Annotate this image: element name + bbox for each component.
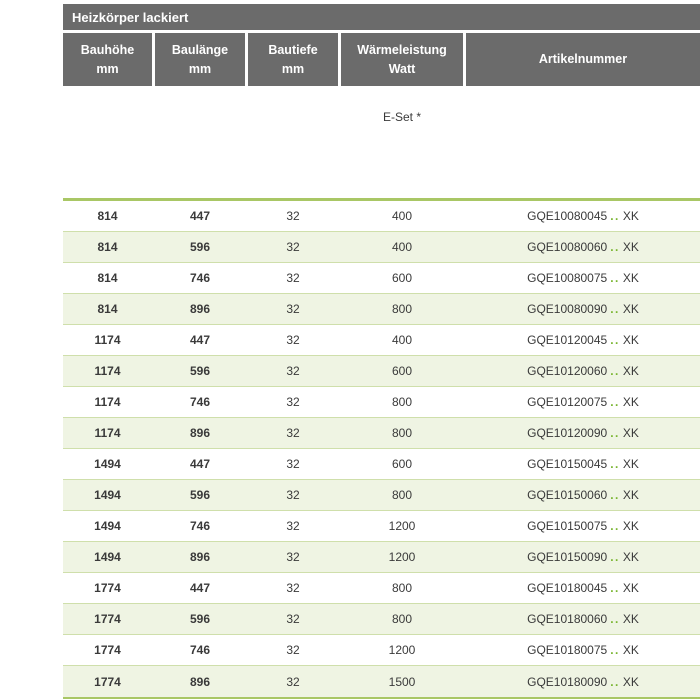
cell-baulaenge: 596 [189, 488, 211, 502]
cell-artikelnummer [466, 302, 700, 316]
artikel-dots: .. [610, 519, 620, 533]
cell-baulaenge: 447 [189, 581, 211, 595]
header-line-1: Bauhöhe [80, 42, 135, 57]
cell-watt: 1500 [388, 674, 416, 689]
artikel-suffix: XK [622, 333, 639, 347]
cell-artikelnummer [466, 333, 700, 347]
cell-bautiefe: 32 [286, 643, 300, 657]
subheader-spacer [155, 86, 245, 198]
artikel-prefix: GQE10180060 [527, 612, 608, 626]
cell-bauhoehe: 814 [97, 209, 118, 223]
cell-bauhoehe: 1174 [94, 426, 121, 440]
artikel-prefix: GQE10120075 [527, 395, 608, 409]
artikel-prefix: GQE10180090 [527, 674, 608, 689]
artikel-suffix: XK [622, 488, 639, 502]
cell-artikelnummer [466, 581, 700, 595]
table-row [63, 573, 700, 604]
artikel-dots: .. [610, 550, 620, 564]
cell-baulaenge: 896 [189, 674, 211, 689]
cell-baulaenge: 596 [189, 364, 211, 378]
subheader-spacer [63, 86, 152, 198]
cell-bautiefe: 32 [286, 550, 300, 564]
cell-bautiefe: 32 [286, 364, 300, 378]
cell-bauhoehe: 1494 [94, 550, 121, 564]
artikel-prefix: GQE10150060 [527, 488, 608, 502]
cell-bautiefe: 32 [286, 426, 300, 440]
cell-bauhoehe: 1774 [94, 674, 121, 689]
cell-bauhoehe: 1774 [94, 581, 121, 595]
header-line-1: Baulänge [171, 42, 229, 57]
table-row [63, 449, 700, 480]
cell-bauhoehe: 1494 [94, 519, 121, 533]
artikel-prefix: GQE10120060 [527, 364, 608, 378]
cell-bautiefe: 32 [286, 488, 300, 502]
artikel-suffix: XK [622, 364, 639, 378]
cell-bautiefe: 32 [286, 395, 300, 409]
cell-watt: 1200 [388, 519, 416, 533]
cell-artikelnummer [466, 240, 700, 254]
artikel-prefix: GQE10150045 [527, 457, 608, 471]
cell-baulaenge: 447 [189, 457, 211, 471]
header-line-2: mm [96, 61, 119, 76]
table-body [63, 201, 700, 697]
radiator-spec-table [63, 4, 700, 699]
table-row [63, 542, 700, 573]
cell-bauhoehe: 814 [97, 271, 118, 285]
header-line-2: mm [281, 61, 305, 76]
artikel-suffix: XK [622, 457, 639, 471]
artikel-dots: .. [610, 302, 620, 316]
artikel-prefix: GQE10080090 [527, 302, 608, 316]
bottom-divider [63, 697, 700, 699]
cell-artikelnummer [466, 364, 700, 378]
artikel-suffix: XK [622, 581, 639, 595]
subheader-spacer [248, 86, 338, 198]
cell-baulaenge: 596 [189, 612, 211, 626]
cell-artikelnummer [466, 395, 700, 409]
artikel-suffix: XK [622, 519, 639, 533]
artikel-prefix: GQE10150090 [527, 550, 608, 564]
cell-bautiefe: 32 [286, 209, 300, 223]
cell-artikelnummer [466, 675, 700, 689]
table-title: Heizkörper lackiert [72, 9, 189, 25]
subheader-spacer [466, 86, 700, 198]
cell-bautiefe: 32 [286, 519, 300, 533]
cell-watt: 800 [391, 426, 413, 440]
table-row [63, 418, 700, 449]
artikel-prefix: GQE10120090 [527, 426, 608, 440]
table-row [63, 604, 700, 635]
artikel-dots: .. [610, 488, 620, 502]
cell-artikelnummer [466, 643, 700, 657]
cell-bauhoehe: 1494 [94, 488, 121, 502]
cell-bauhoehe: 1774 [94, 612, 121, 626]
table-row [63, 263, 700, 294]
artikel-suffix: XK [622, 240, 639, 254]
cell-bautiefe: 32 [286, 240, 300, 254]
artikel-dots: .. [610, 457, 620, 471]
cell-baulaenge: 746 [189, 271, 211, 285]
artikel-dots: .. [610, 333, 620, 347]
artikel-suffix: XK [622, 271, 639, 285]
cell-watt: 800 [391, 488, 413, 502]
cell-artikelnummer [466, 271, 700, 285]
artikel-dots: .. [610, 426, 620, 440]
header-line-2: Watt [388, 61, 416, 76]
cell-artikelnummer [466, 457, 700, 471]
cell-artikelnummer [466, 488, 700, 502]
cell-baulaenge: 896 [189, 426, 211, 440]
cell-bauhoehe: 1174 [94, 395, 121, 409]
table-row [63, 387, 700, 418]
header-bautiefe [248, 33, 338, 86]
artikel-prefix: GQE10080045 [527, 209, 608, 223]
artikel-prefix: GQE10180075 [527, 643, 608, 657]
artikel-dots: .. [610, 209, 620, 223]
cell-artikelnummer [466, 550, 700, 564]
cell-baulaenge: 447 [189, 209, 211, 223]
cell-bauhoehe: 1774 [94, 643, 121, 657]
cell-bautiefe: 32 [286, 271, 300, 285]
cell-bauhoehe: 814 [97, 240, 118, 254]
cell-bautiefe: 32 [286, 333, 300, 347]
header-line-1: Artikelnummer [538, 52, 628, 67]
cell-artikelnummer [466, 209, 700, 223]
table-header-row [63, 33, 700, 86]
cell-watt: 800 [391, 581, 413, 595]
cell-bauhoehe: 1494 [94, 457, 121, 471]
artikel-suffix: XK [622, 550, 639, 564]
table-subheader-row [63, 86, 700, 198]
table-row [63, 201, 700, 232]
cell-watt: 400 [391, 209, 413, 223]
artikel-dots: .. [610, 581, 620, 595]
cell-baulaenge: 896 [189, 302, 211, 316]
cell-bautiefe: 32 [286, 302, 300, 316]
table-row [63, 635, 700, 666]
artikel-suffix: XK [622, 426, 639, 440]
artikel-suffix: XK [622, 643, 639, 657]
cell-baulaenge: 746 [189, 519, 211, 533]
cell-watt: 400 [391, 333, 413, 347]
artikel-prefix: GQE10180045 [527, 581, 608, 595]
cell-baulaenge: 596 [189, 240, 211, 254]
artikel-suffix: XK [622, 209, 639, 223]
cell-artikelnummer [466, 426, 700, 440]
cell-bauhoehe: 1174 [94, 364, 121, 378]
cell-bautiefe: 32 [286, 612, 300, 626]
artikel-dots: .. [610, 364, 620, 378]
cell-baulaenge: 447 [189, 333, 211, 347]
cell-bauhoehe: 814 [97, 302, 118, 316]
header-artikelnummer [466, 33, 700, 86]
cell-bauhoehe: 1174 [94, 333, 121, 347]
cell-watt: 1200 [388, 550, 416, 564]
cell-bautiefe: 32 [286, 457, 300, 471]
artikel-suffix: XK [622, 674, 639, 689]
artikel-dots: .. [610, 674, 620, 689]
cell-baulaenge: 896 [189, 550, 211, 564]
table-row [63, 511, 700, 542]
eset-label: E-Set * [382, 110, 421, 124]
cell-watt: 600 [391, 457, 413, 471]
header-line-1: Bautiefe [268, 42, 318, 57]
table-title-bar [63, 4, 700, 30]
artikel-suffix: XK [622, 612, 639, 626]
cell-artikelnummer [466, 519, 700, 533]
table-row [63, 480, 700, 511]
cell-watt: 1200 [388, 643, 416, 657]
cell-bautiefe: 32 [286, 674, 300, 689]
artikel-dots: .. [610, 271, 620, 285]
artikel-suffix: XK [622, 302, 639, 316]
cell-bautiefe: 32 [286, 581, 300, 595]
cell-watt: 400 [391, 240, 413, 254]
artikel-dots: .. [610, 240, 620, 254]
artikel-prefix: GQE10080060 [527, 240, 608, 254]
table-row [63, 325, 700, 356]
cell-watt: 800 [391, 302, 413, 316]
header-baulaenge [155, 33, 245, 86]
cell-watt: 800 [391, 395, 413, 409]
cell-baulaenge: 746 [189, 395, 211, 409]
header-waermeleistung [341, 33, 463, 86]
cell-watt: 800 [391, 612, 413, 626]
artikel-prefix: GQE10150075 [527, 519, 608, 533]
table-row [63, 232, 700, 263]
artikel-suffix: XK [622, 395, 639, 409]
table-row [63, 356, 700, 387]
cell-baulaenge: 746 [189, 643, 211, 657]
header-bauhoehe [63, 33, 152, 86]
artikel-dots: .. [610, 395, 620, 409]
artikel-prefix: GQE10120045 [527, 333, 608, 347]
table-row [63, 294, 700, 325]
header-line-1: Wärmeleistung [357, 42, 447, 57]
cell-artikelnummer [466, 612, 700, 626]
artikel-dots: .. [610, 643, 620, 657]
table-row [63, 666, 700, 697]
header-line-2: mm [188, 61, 212, 76]
artikel-prefix: GQE10080075 [527, 271, 608, 285]
artikel-dots: .. [610, 612, 620, 626]
cell-watt: 600 [391, 271, 413, 285]
cell-watt: 600 [391, 364, 413, 378]
